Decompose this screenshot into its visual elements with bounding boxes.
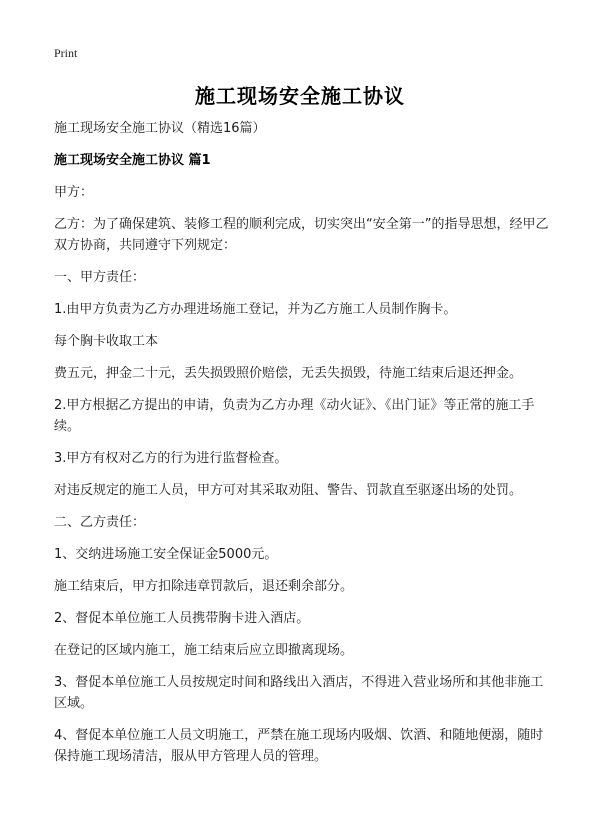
document-body — [54, 118, 554, 778]
paragraph-b-duty-1: 1、交纳进场施工安全保证金5000元。 — [54, 547, 278, 562]
document-subtitle: 施工现场安全施工协议（精选16篇） — [54, 121, 266, 136]
paragraph-b-duty-4: 4、督促本单位施工人员文明施工，严禁在施工现场内吸烟、饮酒、和随地便溺，随时保持施工现场清洁，服从甲方管理人员的管理。 — [54, 728, 544, 764]
heading-party-b-duties: 二、乙方责任： — [54, 515, 146, 530]
paragraph-b-duty-3: 3、督促本单位施工人员按规定时间和路线出入酒店，不得进入营业场所和其他非施工区域。 — [54, 675, 544, 711]
paragraph-a-duty-3: 3.甲方有权对乙方的行为进行监督检查。 — [54, 451, 288, 466]
paragraph-a-duty-1: 1.由甲方负责为乙方办理进场施工登记，并为乙方施工人员制作胸卡。 — [54, 302, 457, 317]
paragraph-badge-deposit: 费五元，押金二十元，丢失损毁照价赔偿，无丢失损毁，待施工结束后退还押金。 — [54, 366, 523, 381]
paragraph-party-b-intro: 乙方：为了确保建筑、装修工程的顺利完成，切实突出“安全第一”的指导思想，经甲乙双方协商，共同遵守下列规定： — [54, 217, 549, 253]
paragraph-deposit-refund: 施工结束后，甲方扣除违章罚款后，退还剩余部分。 — [54, 579, 354, 594]
paragraph-penalties: 对违反规定的施工人员，甲方可对其采取劝阻、警告、罚款直至驱逐出场的处罚。 — [54, 483, 523, 498]
paragraph-a-duty-2: 2.甲方根据乙方提出的申请，负责为乙方办理《动火证》、《出门证》等正常的施工手续。 — [54, 398, 535, 434]
print-label: Print — [54, 46, 78, 60]
paragraph-b-duty-2: 2、督促本单位施工人员携带胸卡进入酒店。 — [54, 611, 310, 626]
heading-party-a-duties: 一、甲方责任： — [54, 270, 146, 285]
section-heading: 施工现场安全施工协议 篇1 — [54, 153, 211, 168]
paragraph-party-a: 甲方： — [54, 185, 94, 200]
paragraph-work-area: 在登记的区域内施工，施工结束后应立即撤离现场。 — [54, 643, 354, 658]
paragraph-badge-fee: 每个胸卡收取工本 — [54, 334, 159, 349]
document-title: 施工现场安全施工协议 — [195, 84, 405, 108]
